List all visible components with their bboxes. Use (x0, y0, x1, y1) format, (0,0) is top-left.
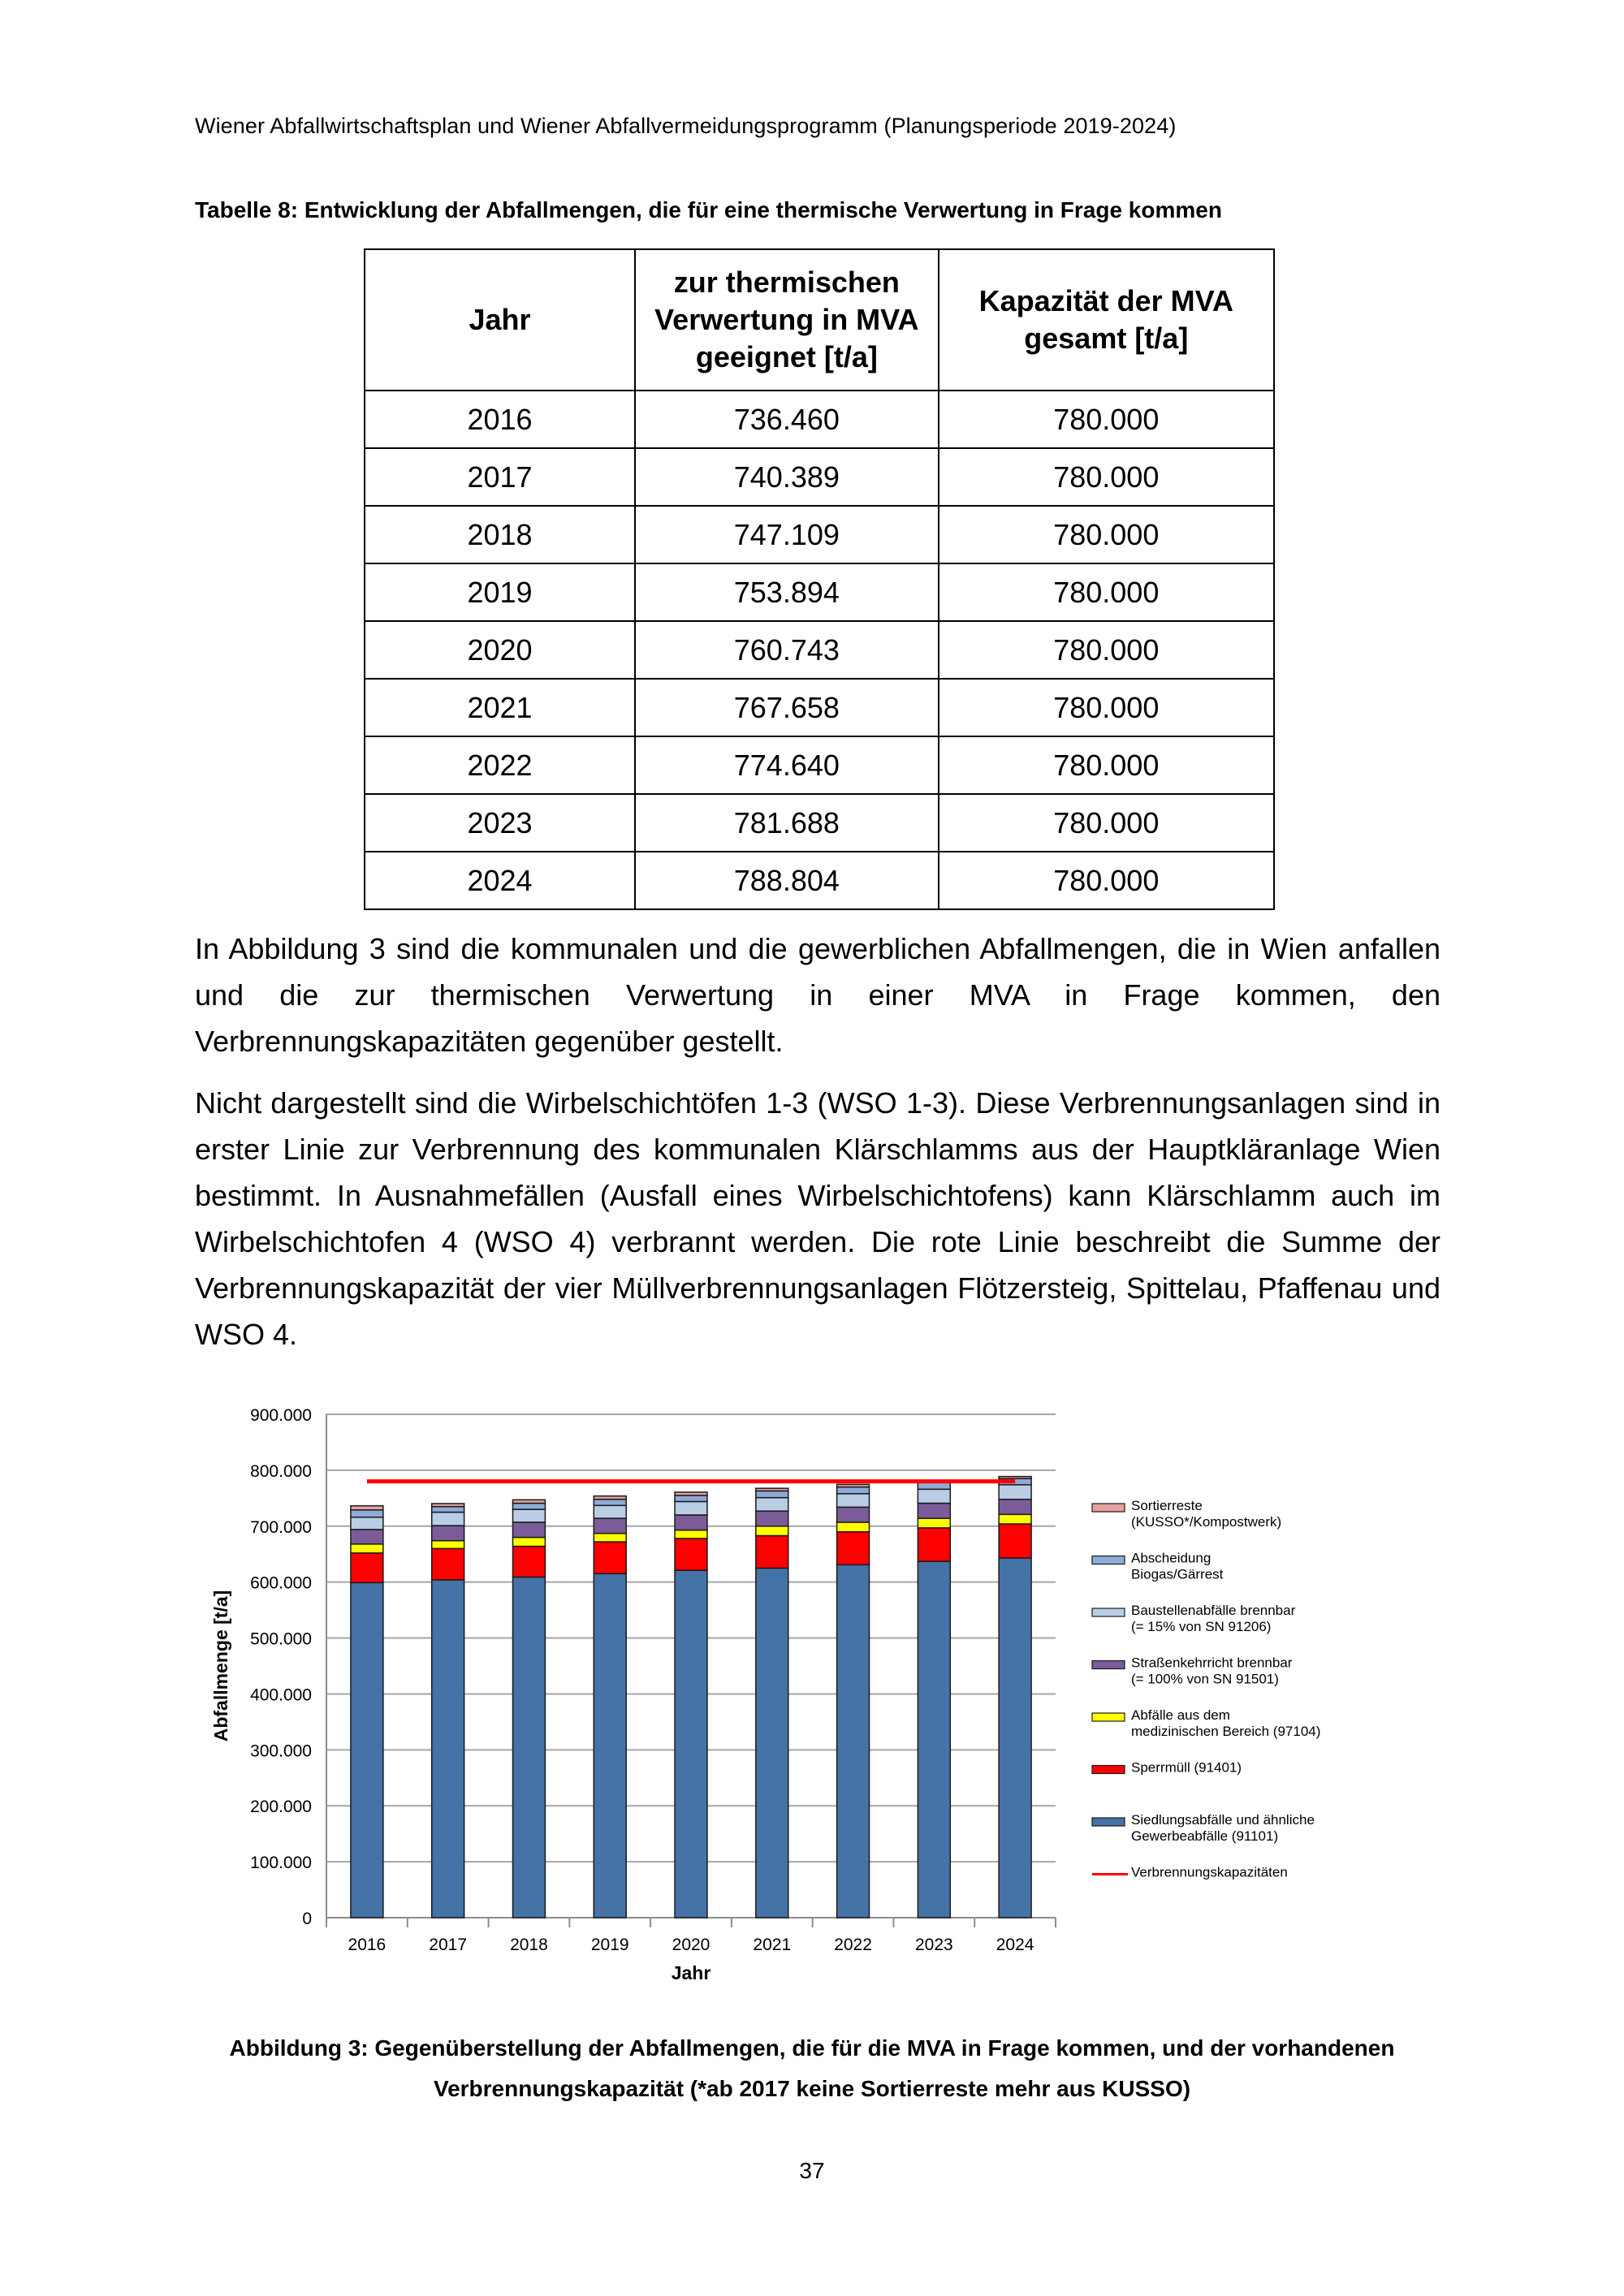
x-tick-label: 2024 (996, 1936, 1034, 1954)
table-row (365, 736, 1274, 794)
cell-capacity: 780.000 (939, 563, 1274, 621)
running-header: Wiener Abfallwirtschaftsplan und Wiener Abfallvermeidungsprogramm (Planungsperiode 2019-2024) (195, 114, 1177, 138)
bar-segment (512, 1577, 545, 1918)
bar-segment (351, 1506, 383, 1510)
bar-segment (594, 1542, 626, 1573)
cell-year: 2018 (365, 506, 635, 563)
bar-segment (512, 1522, 545, 1538)
bar-segment (756, 1511, 788, 1526)
legend-swatch (1092, 1556, 1125, 1564)
cell-suitable-amount: 747.109 (635, 506, 939, 563)
legend-label: Straßenkehrricht brennbar (1131, 1655, 1293, 1671)
page-number: 37 (799, 2158, 825, 2183)
table-row (365, 852, 1274, 909)
bar-segment (999, 1477, 1031, 1479)
y-tick-label: 500.000 (250, 1629, 312, 1649)
table-row (365, 391, 1274, 448)
cell-capacity: 780.000 (939, 679, 1274, 736)
y-tick-label: 400.000 (250, 1685, 312, 1705)
bar-segment (837, 1564, 870, 1918)
legend-label: Verbrennungskapazitäten (1131, 1864, 1288, 1880)
bar-segment (432, 1513, 464, 1526)
figure-chart (195, 1396, 1413, 1989)
cell-capacity: 780.000 (939, 852, 1274, 909)
cell-suitable-amount: 736.460 (635, 391, 939, 448)
x-tick-label: 2017 (429, 1936, 468, 1954)
cell-suitable-amount: 788.804 (635, 852, 939, 909)
paragraph-not-shown: Nicht dargestellt sind die Wirbelschichtöfen 1-3 (WSO 1-3). Diese Verbrennungsanlagen sind in erster Linie zur Verbrennung des kommunalen Klärschlamms aus der Hauptkläranlage Wien bestimmt. In Ausnahmefällen (Ausfall eines Wirbelschichtofens) kann Klärschlamm auch im Wirbelschichtofen 4 (WSO 4) verbrannt werden. Die rote Linie beschreibt die Summe der Verbrennungskapazität der vier Müllverbrennungsanlagen Flötzersteig, Spittelau, Pfaffenau und WSO 4. (195, 1086, 1440, 1351)
bar-segment (351, 1582, 383, 1918)
x-tick-label: 2016 (348, 1936, 387, 1954)
legend-swatch (1092, 1766, 1125, 1774)
bar-segment (837, 1487, 870, 1494)
cell-suitable-amount: 740.389 (635, 448, 939, 506)
stacked-bar-chart (195, 1396, 1413, 1989)
legend-label: Gewerbeabfälle (91101) (1131, 1828, 1279, 1844)
table-row (365, 794, 1274, 852)
caption-line-2: Verbrennungskapazität (*ab 2017 keine Sortierreste mehr aus KUSSO) (433, 2076, 1191, 2101)
cell-capacity: 780.000 (939, 736, 1274, 794)
cell-year: 2017 (365, 448, 635, 506)
bar-segment (837, 1507, 870, 1522)
y-tick-label: 600.000 (250, 1573, 312, 1593)
header-capacity: Kapazität der MVA gesamt [t/a] (939, 249, 1274, 391)
bar-segment (918, 1489, 950, 1503)
y-tick-label: 0 (302, 1910, 312, 1928)
header-suitable-amount: zur thermischen Verwertung in MVA geeignet [t/a] (635, 249, 939, 391)
y-tick-label: 100.000 (250, 1854, 312, 1873)
x-tick-label: 2020 (672, 1936, 710, 1954)
cell-suitable-amount: 760.743 (635, 621, 939, 679)
bar-segment (675, 1570, 707, 1918)
cell-capacity: 780.000 (939, 448, 1274, 506)
y-tick-label: 700.000 (250, 1517, 312, 1537)
cell-year: 2024 (365, 852, 635, 909)
table-row (365, 506, 1274, 563)
bar-segment (512, 1538, 545, 1547)
x-tick-label: 2022 (834, 1936, 872, 1954)
waste-capacity-table (364, 248, 1275, 910)
cell-capacity: 780.000 (939, 621, 1274, 679)
bar-segment (756, 1498, 788, 1512)
table-row (365, 448, 1274, 506)
table-row (365, 621, 1274, 679)
bar-segment (756, 1526, 788, 1536)
y-tick-label: 800.000 (250, 1461, 312, 1481)
bar-segment (999, 1485, 1031, 1500)
bar-segment (756, 1568, 788, 1918)
bar-segment (999, 1558, 1031, 1918)
bar-segment (999, 1524, 1031, 1558)
cell-year: 2020 (365, 621, 635, 679)
bar-segment (675, 1530, 707, 1539)
legend-label: Baustellenabfälle brennbar (1131, 1603, 1296, 1618)
legend-swatch (1092, 1504, 1125, 1512)
paragraph-figure-intro: In Abbildung 3 sind die kommunalen und die gewerblichen Abfallmengen, die in Wien anfallen und die zur thermischen Verwertung in einer MVA in Frage kommen, den Verbrennungskapazitäten gegenüber gestellt. (195, 932, 1440, 1058)
legend-swatch (1092, 1818, 1125, 1826)
bar-segment (918, 1518, 950, 1528)
bar-segment (675, 1515, 707, 1530)
figure-caption (179, 2028, 1445, 2109)
bar-segment (837, 1522, 870, 1532)
y-tick-label: 300.000 (250, 1741, 312, 1761)
bar-segment (675, 1495, 707, 1502)
bar-segment (756, 1491, 788, 1497)
bar-segment (512, 1500, 545, 1503)
x-tick-label: 2021 (753, 1936, 792, 1954)
bar-segment (675, 1539, 707, 1570)
bar-segment (351, 1553, 383, 1583)
bar-segment (918, 1561, 950, 1918)
y-axis-label: Abfallmenge [t/a] (210, 1590, 231, 1742)
legend-swatch (1092, 1608, 1125, 1616)
legend-label: Sortierreste (1131, 1498, 1203, 1513)
legend-label: (KUSSO*/Kompostwerk) (1131, 1514, 1282, 1530)
bar-segment (837, 1484, 870, 1487)
legend-swatch (1092, 1661, 1125, 1669)
bar-segment (837, 1532, 870, 1565)
bar-segment (351, 1530, 383, 1544)
cell-year: 2019 (365, 563, 635, 621)
x-tick-label: 2019 (590, 1936, 629, 1954)
table-row (365, 679, 1274, 736)
legend-swatch (1092, 1713, 1125, 1721)
bar-segment (432, 1580, 464, 1918)
cell-capacity: 780.000 (939, 506, 1274, 563)
bar-segment (432, 1526, 464, 1541)
bar-segment (432, 1541, 464, 1549)
y-tick-label: 900.000 (250, 1406, 312, 1425)
cell-suitable-amount: 753.894 (635, 563, 939, 621)
legend-label: Sperrmüll (91401) (1131, 1759, 1242, 1776)
bar-segment (675, 1501, 707, 1515)
bar-segment (918, 1528, 950, 1561)
legend-label: (= 100% von SN 91501) (1131, 1671, 1279, 1687)
bar-segment (594, 1573, 626, 1918)
bar-segment (594, 1500, 626, 1506)
legend-label: Biogas/Gärrest (1131, 1566, 1224, 1582)
header-year: Jahr (365, 249, 635, 391)
bar-segment (512, 1504, 545, 1510)
cell-capacity: 780.000 (939, 794, 1274, 852)
bar-segment (432, 1548, 464, 1580)
cell-suitable-amount: 774.640 (635, 736, 939, 794)
cell-year: 2022 (365, 736, 635, 794)
bar-segment (756, 1535, 788, 1568)
legend-label: medizinischen Bereich (97104) (1131, 1724, 1321, 1739)
bar-segment (918, 1482, 950, 1489)
bar-segment (675, 1492, 707, 1495)
bar-segment (512, 1547, 545, 1577)
legend-label: Abfälle aus dem (1131, 1707, 1230, 1723)
legend-label: Siedlungsabfälle und ähnliche (1131, 1812, 1315, 1828)
bar-segment (351, 1517, 383, 1530)
table-title: Tabelle 8: Entwicklung der Abfallmengen, die für eine thermische Verwertung in Frage kommen (195, 197, 1222, 222)
bar-segment (351, 1510, 383, 1517)
bar-segment (999, 1500, 1031, 1515)
bar-segment (756, 1488, 788, 1491)
cell-year: 2016 (365, 391, 635, 448)
y-tick-label: 200.000 (250, 1798, 312, 1817)
bar-segment (432, 1504, 464, 1507)
bar-segment (432, 1507, 464, 1513)
bar-segment (837, 1494, 870, 1508)
x-axis-label: Jahr (671, 1962, 711, 1983)
x-tick-label: 2023 (914, 1936, 953, 1954)
cell-suitable-amount: 781.688 (635, 794, 939, 852)
bar-segment (594, 1534, 626, 1542)
bar-segment (512, 1509, 545, 1522)
table-header-row (365, 249, 1274, 391)
legend-label: (= 15% von SN 91206) (1131, 1619, 1272, 1634)
x-tick-label: 2018 (510, 1936, 548, 1954)
caption-line-1: Abbildung 3: Gegenüberstellung der Abfallmengen, die für die MVA in Frage kommen, und der vorhandenen (229, 2035, 1395, 2061)
cell-suitable-amount: 767.658 (635, 679, 939, 736)
bar-segment (594, 1518, 626, 1534)
cell-year: 2023 (365, 794, 635, 852)
legend-label: Abscheidung (1131, 1550, 1212, 1566)
bar-segment (918, 1504, 950, 1519)
bar-segment (594, 1496, 626, 1500)
cell-year: 2021 (365, 679, 635, 736)
table-row (365, 563, 1274, 621)
cell-capacity: 780.000 (939, 391, 1274, 448)
bar-segment (351, 1544, 383, 1553)
bar-segment (999, 1514, 1031, 1524)
bar-segment (594, 1505, 626, 1518)
